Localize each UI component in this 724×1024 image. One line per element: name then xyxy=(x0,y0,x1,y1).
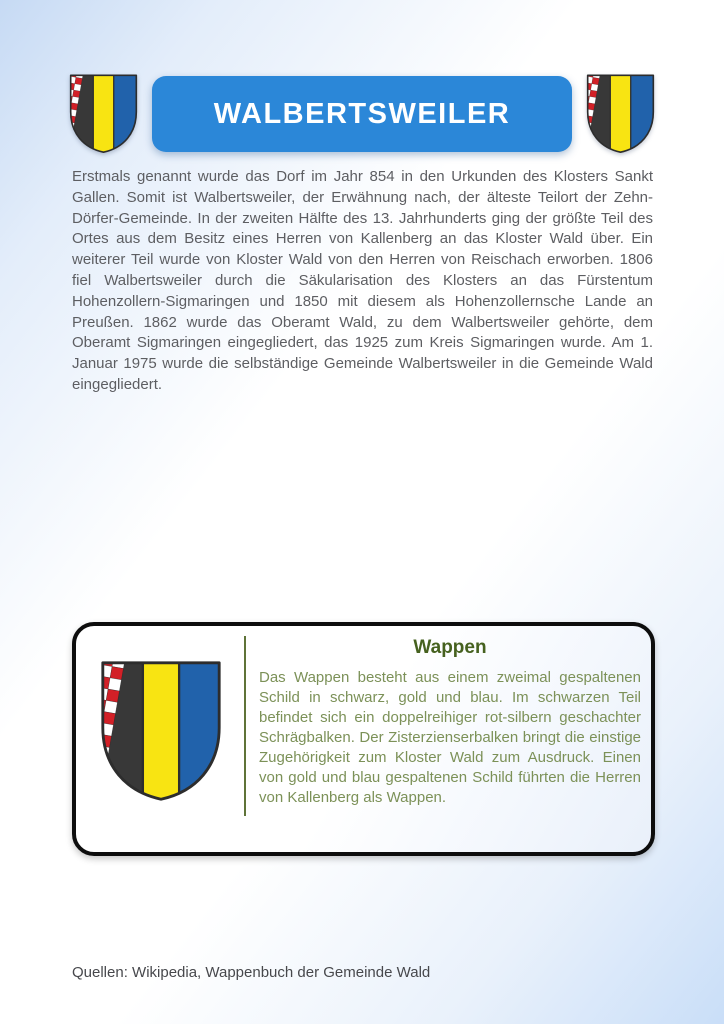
wappen-card xyxy=(72,622,655,856)
title-banner xyxy=(152,76,572,152)
coat-of-arms-image xyxy=(98,659,224,804)
wappen-description: Das Wappen besteht aus einem zweimal gespaltenen Schild in schwarz, gold und blau. Im schwarzen Teil befindet sich ein doppelreihiger rot-silbern geschachter Schrägbalken. Der Zisterzienserbalken bringt die einstige Zugehörigkeit zum Kloster Wald zum Ausdruck. Einen von gold und blau gespaltenen Schild führten die Herren von Kallenberg als Wappen. xyxy=(259,669,641,806)
header xyxy=(68,73,656,155)
history-paragraph: Erstmals genannt wurde das Dorf im Jahr 854 in den Urkunden des Klosters Sankt Gallen. Somit ist Walbertsweiler, der Erwähnung nach, der älteste Teilort der Zehn-Dörfer-Gemeinde. In der zweiten Hälfte des 13. Jahrhunderts ging der größte Teil des Ortes aus dem Besitz eines Herren von Kallenberg an das Kloster Wald über. Ein weiterer Teil wurde von Kloster Wald von den Herren von Reischach erworben. 1806 fiel Walbertsweiler durch die Säkularisation des Klosters an das Fürstentum Hohenzollern-Sigmaringen und 1850 mit diesem als Hohenzollernsche Lande an Preußen. 1862 wurde das Oberamt Wald, zu dem Walbertsweiler gehörte, dem Oberamt Sigmaringen eingegliedert, das 1925 zum Kreis Sigmaringen wurde. Am 1. Januar 1975 wurde die selbständige Gemeinde Walbertsweiler in die Gemeinde Wald eingegliedert. xyxy=(72,168,653,393)
sources-line: Quellen: Wikipedia, Wappenbuch der Gemeinde Wald xyxy=(72,964,431,981)
wappen-heading: Wappen xyxy=(413,637,487,658)
page-title: WALBERTSWEILER xyxy=(213,97,511,130)
vertical-divider xyxy=(244,636,246,816)
coat-of-arms-icon xyxy=(68,73,139,155)
wappen-text-column xyxy=(259,637,641,808)
coat-of-arms-icon xyxy=(585,73,656,155)
